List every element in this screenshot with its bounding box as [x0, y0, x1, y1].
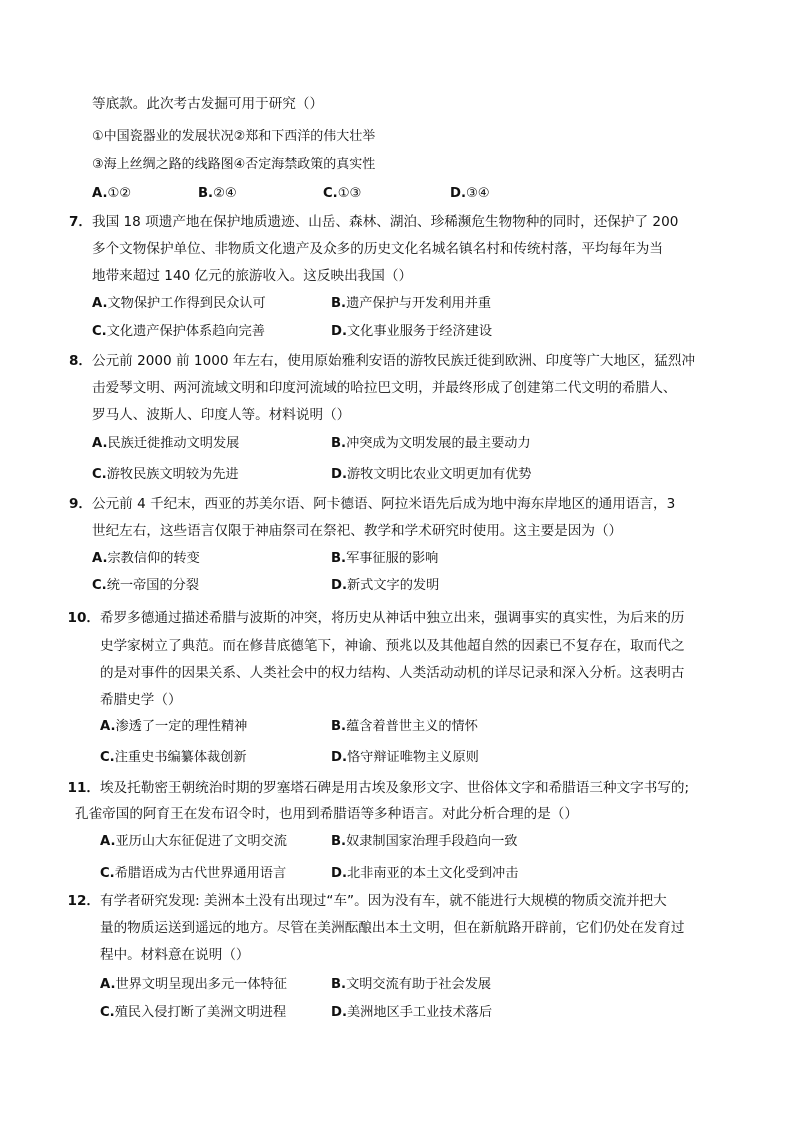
q9-stem-line: 公元前 4 千纪末，西亚的苏美尔语、阿卡德语、阿拉米语先后成为地中海东岸地区的通用语言，3: [92, 496, 676, 512]
q8-stem-line: 罗马人、波斯人、印度人等。材料说明（）: [92, 407, 351, 423]
option-text: ①③: [337, 186, 362, 201]
q8-stem-line: 公元前 2000 前 1000 年左右，使用原始雅利安语的游牧民族迁徙到欧洲、印度等广大地区，猛烈冲: [92, 353, 696, 369]
q6-option-d[interactable]: [450, 184, 490, 204]
q11-number: 11．: [67, 780, 100, 796]
q7-option-a[interactable]: [92, 294, 266, 314]
option-text: 民族迁徙推动文明发展: [107, 436, 240, 451]
q12-stem-line: 程中。材料意在说明（）: [100, 947, 250, 963]
option-text: 遗产保护与开发利用并重: [346, 296, 492, 311]
q10-stem-line: 希腊史学（）: [100, 692, 182, 708]
q6-option-b[interactable]: [198, 184, 237, 204]
q7-number: 7．: [68, 214, 92, 230]
q6-stem-line: 等底款。此次考古发掘可用于研究（）: [92, 96, 324, 112]
q10-option-c[interactable]: [100, 748, 247, 768]
option-letter: A.: [100, 977, 116, 992]
q8-option-d[interactable]: [331, 465, 532, 485]
option-text: 美洲地区手工业技术落后: [346, 1005, 493, 1020]
q11-stem-line: 孔雀帝国的阿育王在发布诏令时，也用到希腊语等多种语言。对此分析合理的是（）: [75, 806, 578, 822]
q9-option-d[interactable]: [331, 576, 439, 596]
option-letter: C.: [92, 324, 107, 339]
option-text: 宗教信仰的转变: [107, 551, 200, 566]
option-letter: A.: [100, 834, 116, 849]
option-letter: B.: [331, 436, 347, 451]
q10-stem-line: 希罗多德通过描述希腊与波斯的冲突，将历史从神话中独立出来，强调事实的真实性，为后来的历: [100, 610, 685, 626]
option-letter: D.: [331, 866, 347, 881]
option-text: 文化事业服务于经济建设: [346, 324, 493, 339]
q6-option-c[interactable]: [323, 184, 361, 204]
q10-option-d[interactable]: [331, 748, 479, 768]
q12-option-b[interactable]: [331, 975, 491, 995]
option-text: 新式文字的发明: [346, 578, 440, 593]
option-text: ②④: [213, 186, 237, 201]
option-text: 亚历山大东征促进了文明交流: [115, 834, 287, 849]
q12-stem-line: 有学者研究发现: 美洲本土没有出现过“车”。因为没有车，就不能进行大规模的物质交流并把大: [100, 893, 667, 909]
option-letter: D.: [331, 467, 347, 482]
q10-stem-line: 史学家树立了典范。而在修昔底德笔下，神谕、预兆以及其他超自然的因素已不复存在，取而代之: [100, 638, 685, 654]
q7-option-c[interactable]: [92, 322, 265, 342]
q12-number: 12．: [67, 893, 100, 909]
q7-option-d[interactable]: [331, 322, 492, 342]
option-text: 文化遗产保护体系趋向完善: [106, 324, 265, 339]
option-text: 冲突成为文明发展的最主要动力: [346, 436, 531, 451]
option-text: ③④: [465, 186, 490, 201]
q12-option-d[interactable]: [331, 1003, 492, 1023]
q9-option-a[interactable]: [92, 549, 200, 569]
option-letter: C.: [92, 578, 107, 593]
option-text: 军事征服的影响: [346, 551, 439, 566]
q12-option-a[interactable]: [100, 975, 287, 995]
option-letter: B.: [331, 296, 347, 311]
q10-option-a[interactable]: [100, 717, 247, 737]
option-text: 希腊语成为古代世界通用语言: [114, 866, 287, 881]
option-letter: B.: [331, 834, 347, 849]
option-text: 世界文明呈现出多元一体特征: [115, 977, 287, 992]
option-text: 奴隶制国家治理手段趋向一致: [346, 834, 518, 849]
q8-number: 8．: [68, 353, 92, 369]
option-text: ①②: [107, 186, 132, 201]
option-letter: B.: [331, 977, 347, 992]
q10-number: 10．: [67, 610, 100, 626]
option-letter: D.: [331, 324, 347, 339]
option-letter: A.: [92, 551, 108, 566]
q11-stem-line: 埃及托勒密王朝统治时期的罗塞塔石碑是用古埃及象形文字、世俗体文字和希腊语三种文字书写的;: [100, 780, 690, 796]
q12-stem-line: 量的物质运送到遥远的地方。尽管在美洲酝酿出本土文明，但在新航路开辟前，它们仍处在发育过: [100, 920, 685, 936]
q6-option-a[interactable]: [92, 184, 131, 204]
option-letter: A.: [100, 719, 116, 734]
q6-statement-2: ③海上丝绸之路的线路图④否定海禁政策的真实性: [92, 157, 376, 172]
q11-option-a[interactable]: [100, 832, 287, 852]
option-letter: A.: [92, 296, 108, 311]
option-text: 恪守辩证唯物主义原则: [346, 750, 479, 765]
option-text: 文物保护工作得到民众认可: [107, 296, 266, 311]
option-letter: A.: [92, 436, 108, 451]
q7-stem-line: 地带来超过 140 亿元的旅游收入。这反映出我国（）: [92, 268, 413, 284]
q10-stem-line: 的是对事件的因果关系、人类社会中的权力结构、人类活动动机的详尽记录和深入分析。这表明古: [100, 665, 685, 681]
q9-stem-line: 世纪左右，这些语言仅限于神庙祭司在祭祀、教学和学术研究时使用。这主要是因为（）: [92, 523, 623, 539]
option-text: 游牧文明比农业文明更加有优势: [346, 467, 532, 482]
q11-option-b[interactable]: [331, 832, 518, 852]
option-letter: A.: [92, 186, 108, 201]
q9-number: 9．: [68, 496, 92, 512]
q11-option-d[interactable]: [331, 864, 518, 884]
option-letter: C.: [100, 866, 115, 881]
option-letter: C.: [92, 467, 107, 482]
q11-option-c[interactable]: [100, 864, 286, 884]
option-letter: C.: [100, 1005, 115, 1020]
q8-stem-line: 击爱琴文明、两河流域文明和印度河流域的哈拉巴文明，并最终形成了创建第二代文明的希腊人、: [92, 380, 677, 396]
option-letter: D.: [331, 578, 347, 593]
option-text: 渗透了一定的理性精神: [115, 719, 248, 734]
option-letter: B.: [331, 551, 347, 566]
q7-stem-line: 多个文物保护单位、非物质文化遗产及众多的历史文化名城名镇名村和传统村落，平均每年为当: [92, 241, 663, 257]
option-letter: C.: [100, 750, 115, 765]
option-letter: B.: [331, 719, 347, 734]
option-text: 文明交流有助于社会发展: [346, 977, 492, 992]
option-letter: D.: [450, 186, 466, 201]
q12-option-c[interactable]: [100, 1003, 286, 1023]
q8-option-b[interactable]: [331, 434, 531, 454]
option-letter: C.: [323, 186, 338, 201]
option-letter: D.: [331, 1005, 347, 1020]
option-text: 统一帝国的分裂: [106, 578, 200, 593]
option-letter: D.: [331, 750, 347, 765]
q9-option-c[interactable]: [92, 576, 199, 596]
option-letter: B.: [198, 186, 214, 201]
option-text: 蕴含着普世主义的情怀: [346, 719, 478, 734]
q9-option-b[interactable]: [331, 549, 438, 569]
option-text: 北非南亚的本土文化受到冲击: [346, 866, 519, 881]
q8-option-a[interactable]: [92, 434, 239, 454]
option-text: 游牧民族文明较为先进: [106, 467, 239, 482]
q10-option-b[interactable]: [331, 717, 478, 737]
q6-statement-1: ①中国瓷器业的发展状况②郑和下西洋的伟大壮举: [92, 129, 376, 144]
q7-option-b[interactable]: [331, 294, 491, 314]
q8-option-c[interactable]: [92, 465, 239, 485]
option-text: 注重史书编纂体裁创新: [114, 750, 247, 765]
option-text: 殖民入侵打断了美洲文明进程: [114, 1005, 287, 1020]
q7-stem-line: 我国 18 项遗产地在保护地质遗迹、山岳、森林、湖泊、珍稀濒危生物物种的同时，还保护了 200: [92, 214, 679, 230]
